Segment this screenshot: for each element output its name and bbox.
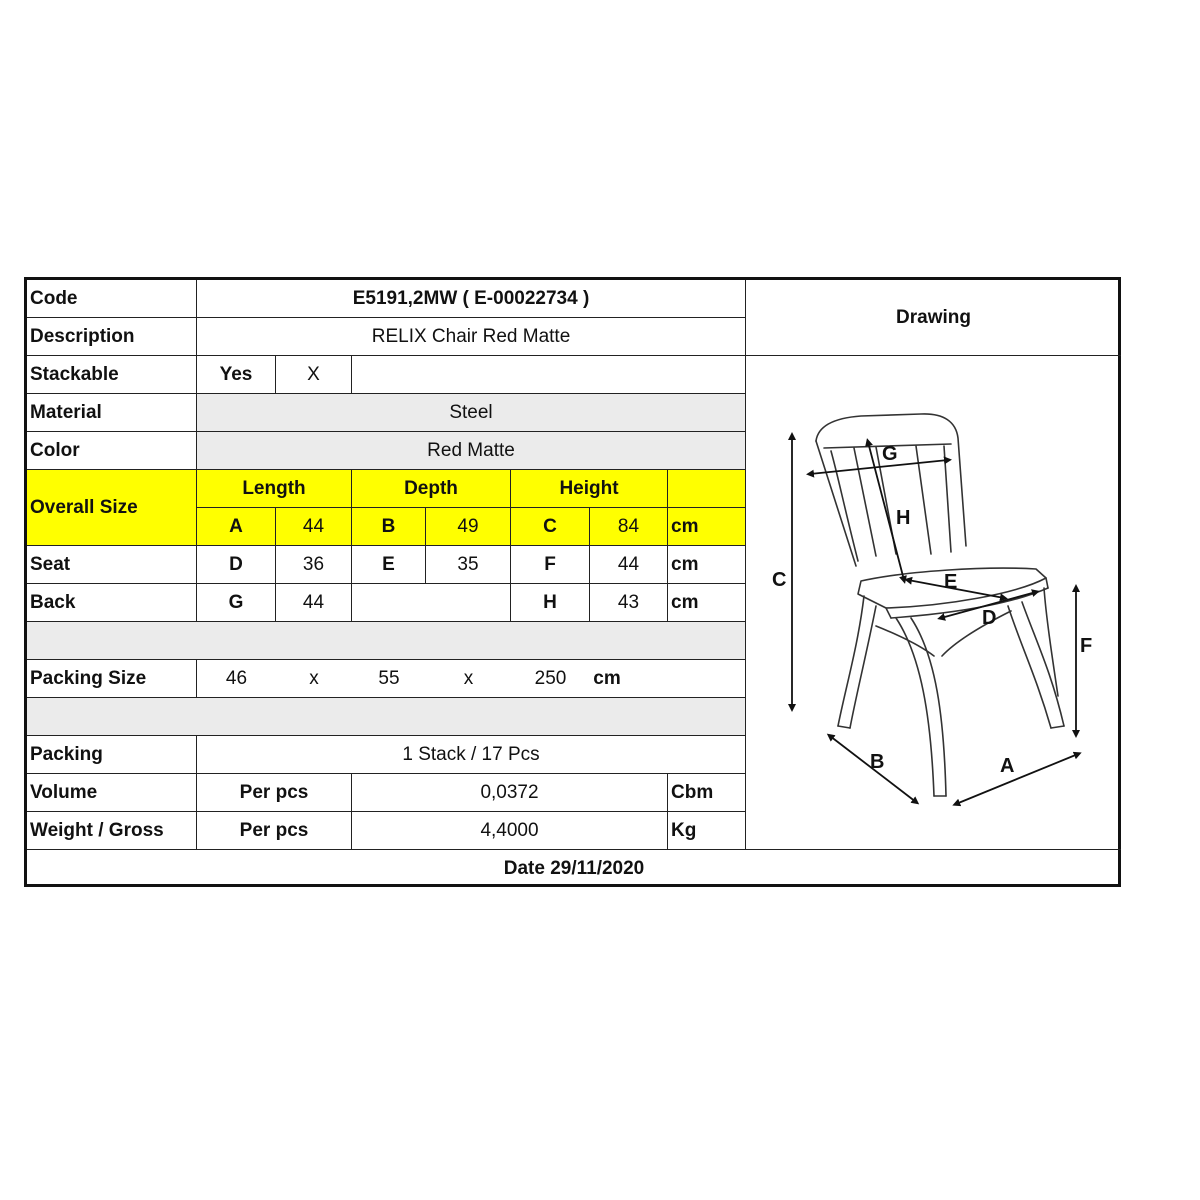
dim-b-letter: B [352, 508, 426, 546]
label-c: C [772, 569, 787, 591]
chair-outline [816, 414, 1064, 796]
code-label: Code [27, 280, 197, 318]
overall-size-unit: cm [668, 508, 746, 546]
dim-h-letter: H [511, 584, 590, 622]
packing-size-depth: 55 [378, 668, 400, 689]
stackable-label: Stackable [27, 356, 197, 394]
chair-drawing [746, 356, 1121, 850]
packing-size-label: Packing Size [27, 660, 197, 698]
dim-e-value: 35 [426, 546, 511, 584]
weight-label: Weight / Gross [27, 812, 197, 850]
spacer-row-2 [27, 698, 746, 736]
label-d: D [982, 607, 997, 629]
back-label: Back [27, 584, 197, 622]
length-header: Length [197, 470, 352, 508]
spec-sheet [24, 277, 1121, 887]
dim-d-letter: D [197, 546, 276, 584]
volume-value: 0,0372 [352, 774, 668, 812]
label-e: E [944, 571, 958, 593]
color-label: Color [27, 432, 197, 470]
dim-f-value: 44 [590, 546, 668, 584]
weight-value: 4,4000 [352, 812, 668, 850]
packing-size-x2: x [463, 668, 474, 689]
arrow-a [956, 754, 1078, 804]
label-h: H [896, 507, 911, 529]
description-label: Description [27, 318, 197, 356]
stackable-yes: Yes [197, 356, 276, 394]
packing-label: Packing [27, 736, 197, 774]
packing-size-height: 250 [534, 668, 567, 689]
description-value: RELIX Chair Red Matte [197, 318, 746, 356]
color-value: Red Matte [197, 432, 746, 470]
dim-g-value: 44 [276, 584, 352, 622]
weight-unit: Kg [668, 812, 746, 850]
material-label: Material [27, 394, 197, 432]
dim-a-letter: A [197, 508, 276, 546]
dim-b-value: 49 [426, 508, 511, 546]
material-value: Steel [197, 394, 746, 432]
label-b: B [870, 751, 885, 773]
date: Date 29/11/2020 [503, 857, 645, 879]
spacer-row-1 [27, 622, 746, 660]
back-unit: cm [668, 584, 746, 622]
volume-unit: Cbm [668, 774, 746, 812]
packing-size-unit: cm [593, 668, 621, 689]
weight-per: Per pcs [197, 812, 352, 850]
overall-size-label: Overall Size [27, 470, 197, 546]
drawing-title: Drawing [746, 280, 1121, 356]
label-g: G [882, 443, 898, 465]
stackable-mark: X [276, 356, 352, 394]
dim-a-value: 44 [276, 508, 352, 546]
label-a: A [1000, 755, 1015, 777]
seat-label: Seat [27, 546, 197, 584]
packing-value: 1 Stack / 17 Pcs [197, 736, 746, 774]
depth-header: Depth [352, 470, 511, 508]
seat-unit: cm [668, 546, 746, 584]
dim-g-letter: G [197, 584, 276, 622]
volume-label: Volume [27, 774, 197, 812]
stackable-empty [352, 356, 746, 394]
drawing-area [746, 356, 1121, 850]
overall-size-blank [668, 470, 746, 508]
label-f: F [1080, 635, 1093, 657]
dim-e-letter: E [352, 546, 426, 584]
code-value: E5191,2MW ( E-00022734 ) [197, 280, 746, 318]
packing-size-length: 46 [225, 668, 248, 689]
dim-c-letter: C [511, 508, 590, 546]
dim-d-value: 36 [276, 546, 352, 584]
packing-size-x1: x [309, 668, 319, 689]
dim-c-value: 84 [590, 508, 668, 546]
height-header: Height [511, 470, 668, 508]
dim-f-letter: F [511, 546, 590, 584]
dim-h-value: 43 [590, 584, 668, 622]
dimension-arrows [792, 436, 1078, 804]
back-empty [352, 584, 511, 622]
volume-per: Per pcs [197, 774, 352, 812]
